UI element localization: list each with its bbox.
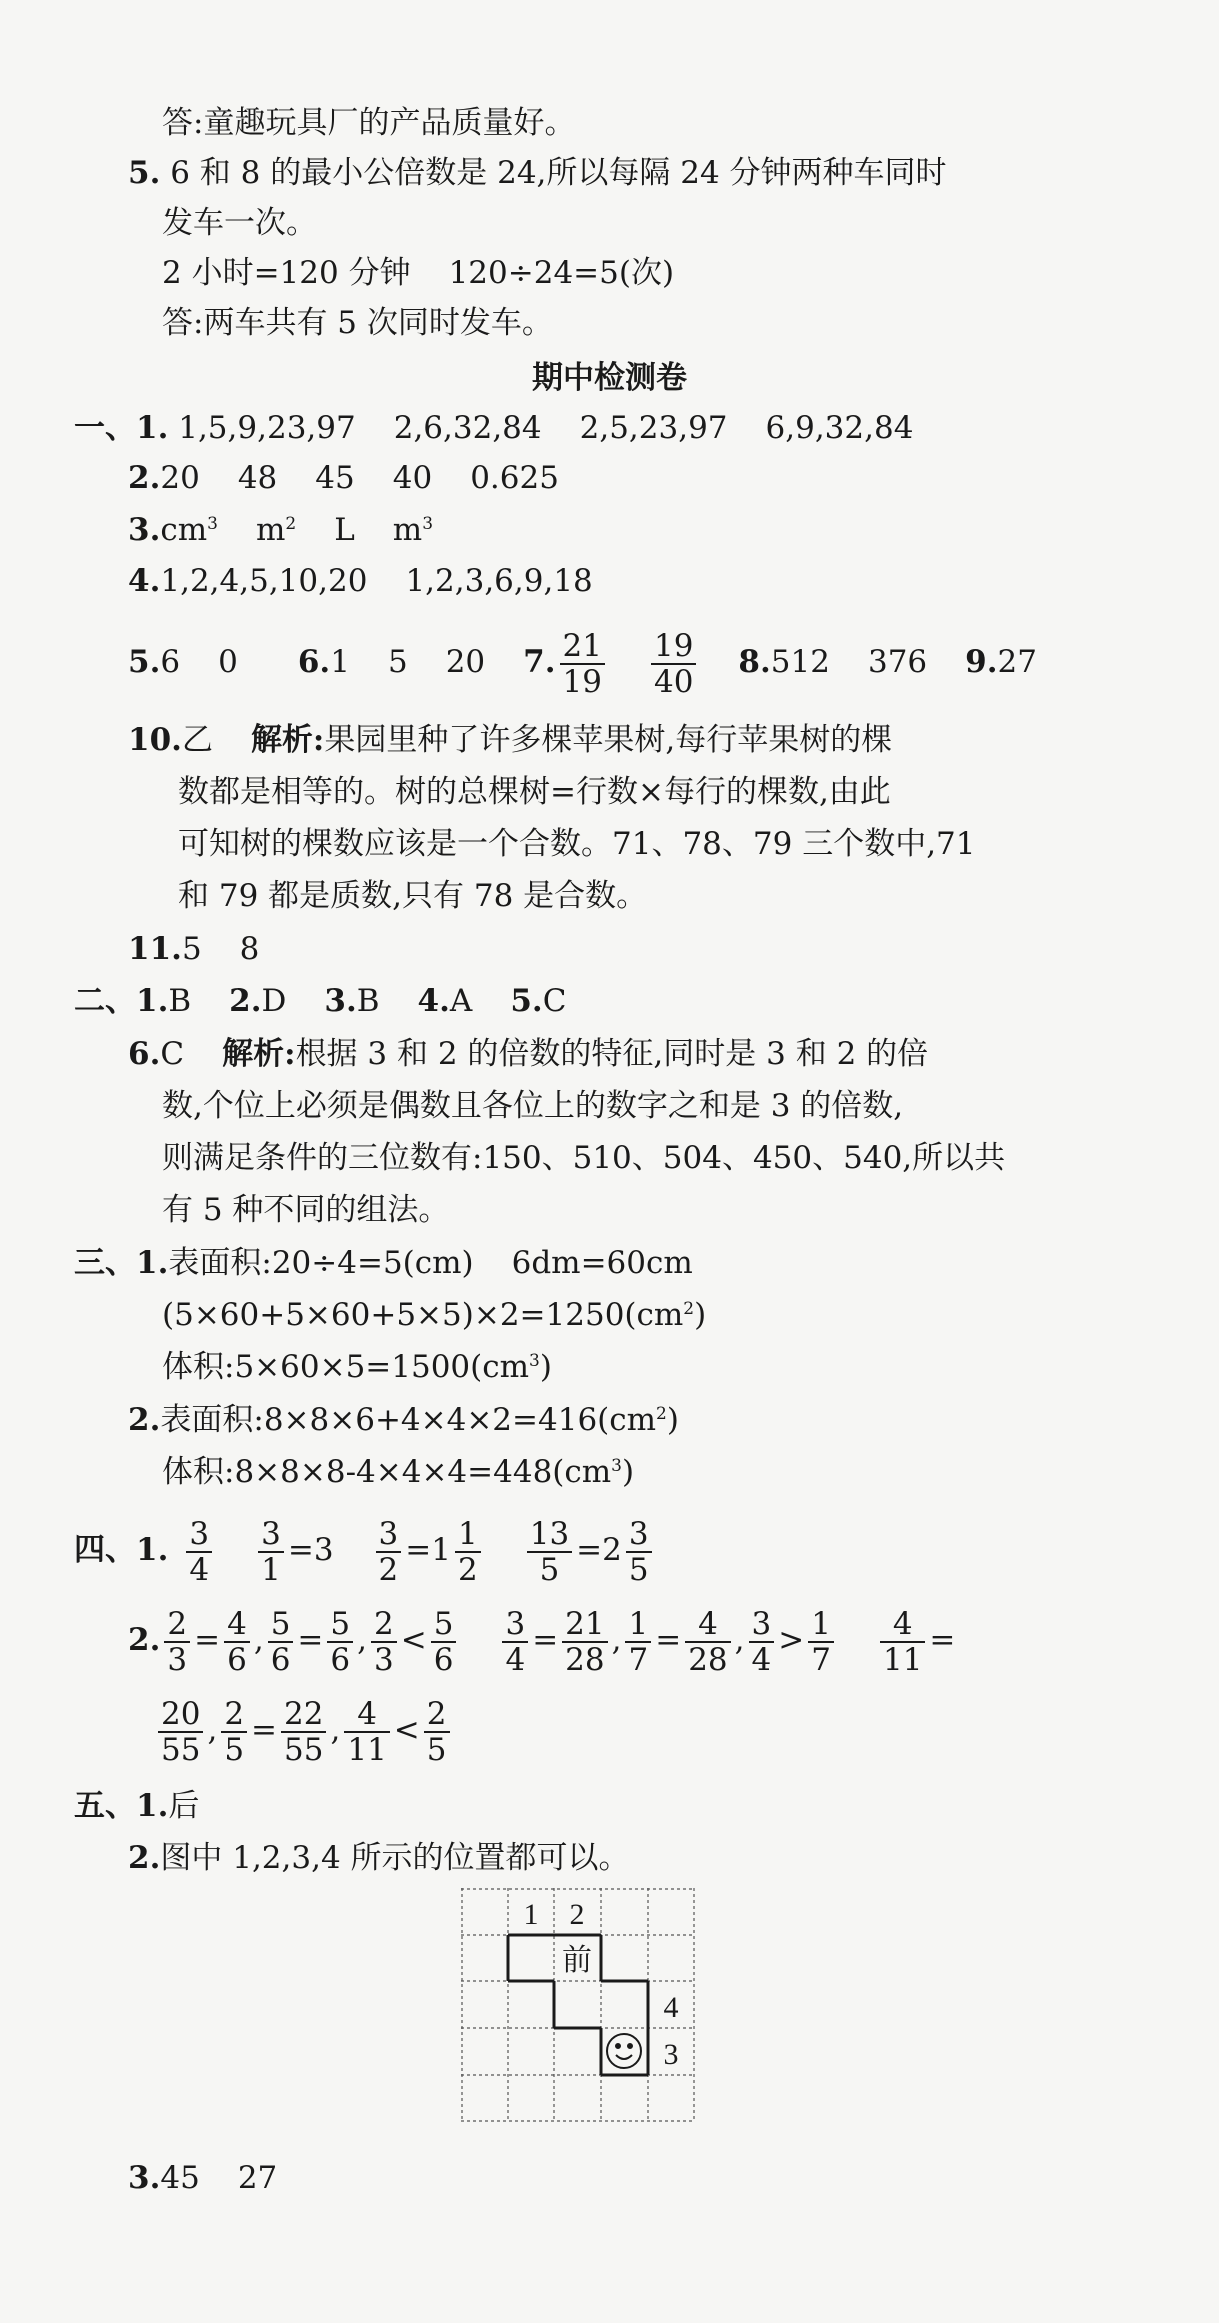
answer: 40: [392, 460, 433, 496]
fraction: $\frac{4}{28}$: [685, 1607, 730, 1677]
question-number: 3.: [324, 983, 357, 1019]
unit: m: [255, 512, 286, 548]
s1-q10: [128, 720, 892, 760]
unit-exponent: 2: [285, 514, 297, 534]
answer: 45: [315, 460, 355, 496]
s4-q2: 2. $\frac{2}{3}$ = $\frac{4}{6}$ , $\frac{5}{6}$ = $\frac{5}{6}$ , $\frac{2}{3}$ < $\frac{5}{6}$ $\frac{3}{4}$ = $\frac{21}{28}$ , $\frac{1}{7}$ = $\frac{4}{28}$ , $\frac{3}{4}$ > $\frac{1}{7}$ $\frac{4}{11}$ =: [128, 1605, 956, 1678]
question-number: 2.: [128, 1840, 161, 1876]
question-number: 1.: [136, 1788, 169, 1824]
answer: 0: [218, 644, 238, 680]
analysis-text: 则满足条件的三位数有:150、510、504、450、540,所以共: [162, 1140, 1006, 1176]
answer: B: [356, 983, 380, 1019]
calculation-line: 体积$:5\times 60\times 5=1500(cm^3)$: [162, 1349, 552, 1385]
fraction: $\frac{3}{4}$: [502, 1607, 528, 1677]
s5-q1: [74, 1786, 199, 1826]
question-text: 发车一次。: [162, 205, 317, 241]
question-number: 1.: [136, 1245, 169, 1281]
fraction: $\frac{2}{5}$: [424, 1697, 450, 1767]
analysis-text: 根据 3 和 2 的倍数的特征,同时是 3 和 2 的倍: [295, 1036, 929, 1072]
s4-q1: 四、1. $\frac{3}{4}$ $\frac{3}{1}$ =3 $\frac{3}{2}$ =1 $\frac{1}{2}$ $\frac{13}{5}$ =2 $\frac{3}{5}$: [74, 1510, 656, 1590]
section-label: 三、: [74, 1245, 136, 1281]
question-number: 2.: [229, 983, 262, 1019]
section-label: 一、: [74, 410, 136, 446]
answer: 20: [445, 644, 486, 680]
answer-line: 答:两车共有 5 次同时发车。: [162, 305, 553, 341]
analysis-text: 数都是相等的。树的总棵树=行数×每行的棵数,由此: [178, 774, 891, 810]
fraction: $\frac{4}{11}$: [880, 1607, 925, 1677]
answer: 2,6,32,84: [393, 410, 542, 446]
calc-part: 120÷24=5(次): [448, 255, 675, 291]
fraction: $\frac{4}{6}$: [224, 1607, 250, 1677]
fraction: $\frac{5}{6}$: [431, 1607, 457, 1677]
question-number: 4.: [417, 983, 450, 1019]
question-number: 2.: [128, 1622, 161, 1658]
answer: 6,9,32,84: [765, 410, 914, 446]
fraction: $\frac{3}{4}$: [186, 1517, 212, 1587]
question-number: 8.: [738, 644, 771, 680]
fraction: $\frac{3}{5}$: [626, 1517, 652, 1587]
question-number: 1.: [136, 1532, 169, 1568]
grid-label-front: 前: [562, 1944, 592, 1977]
calc-part: 2 小时=120 分钟: [162, 255, 411, 291]
analysis-text: 可知树的棵数应该是一个合数。71、78、79 三个数中,71: [178, 826, 976, 862]
s1-q3: [128, 510, 433, 550]
question-number: 4.: [128, 563, 161, 599]
answer: B: [168, 983, 192, 1019]
answer: 1,2,4,5,10,20: [160, 563, 368, 599]
question-number: 11.: [128, 931, 182, 967]
fraction: $\frac{3}{4}$: [749, 1607, 775, 1677]
grid-label-1: 1: [523, 1898, 539, 1931]
answer: 1,2,3,6,9,18: [405, 563, 593, 599]
question-number: 3.: [128, 512, 161, 548]
grid-label-4: 4: [663, 1991, 679, 2024]
fraction: $\frac{1}{7}$: [808, 1607, 834, 1677]
fraction: $\frac{3}{1}$: [258, 1517, 284, 1587]
position-grid-figure: [461, 1888, 695, 2122]
answer: 0.625: [470, 460, 559, 496]
s1-q2: [128, 458, 559, 498]
s1-q11: [128, 929, 259, 969]
grid-label-3: 3: [663, 2038, 679, 2071]
s1-q5-q9: [128, 622, 1037, 702]
fraction: $\frac{1}{7}$: [625, 1607, 651, 1677]
answer: A: [449, 983, 473, 1019]
question-number: 7.: [523, 644, 556, 680]
answer: 27: [237, 2160, 278, 2196]
section-label: 五、: [74, 1788, 136, 1824]
fraction: $\frac{19}{40}$: [651, 629, 696, 699]
unit-exponent: 3: [529, 1351, 540, 1371]
unit: cm: [160, 512, 208, 548]
question-number: 2.: [128, 1402, 161, 1438]
s1-q1: [74, 408, 913, 448]
s3-q1: [74, 1243, 693, 1283]
question-text: 6 和 8 的最小公倍数是 24,所以每隔 24 分钟两种车同时: [170, 155, 947, 191]
calc-part: 表面积:20÷4=5(cm): [168, 1245, 474, 1281]
answer: 6: [160, 644, 181, 680]
question-number: 1.: [136, 410, 169, 446]
question-number: 5.: [128, 644, 161, 680]
fraction: $\frac{1}{2}$: [455, 1517, 481, 1587]
unit-exponent: 3: [611, 1456, 622, 1476]
s2-q1-q5: [74, 981, 566, 1021]
fraction: $\frac{2}{5}$: [221, 1697, 247, 1767]
answer: 乙: [181, 722, 213, 758]
question-number: 6.: [297, 644, 331, 680]
answer: 20: [160, 460, 200, 496]
section-heading: 期中检测卷: [532, 360, 687, 396]
section-label: 二、: [74, 983, 136, 1019]
fraction: $\frac{22}{55}$: [281, 1697, 326, 1767]
question-number: 5.: [128, 155, 161, 191]
answer: 5: [387, 644, 408, 680]
question-number: 5.: [510, 983, 543, 1019]
answer: 后: [168, 1788, 200, 1824]
unit-exponent: 2: [683, 1299, 695, 1319]
fraction: $\frac{5}{6}$: [327, 1607, 353, 1677]
answer: 5: [181, 931, 202, 967]
question-number: 6.: [128, 1036, 161, 1072]
answer-line: 答:童趣玩具厂的产品质量好。: [162, 105, 576, 141]
analysis-text: 有 5 种不同的组法。: [162, 1192, 450, 1228]
question-number: 9.: [965, 644, 998, 680]
answer: 8: [239, 931, 260, 967]
s1-q4: [128, 561, 593, 601]
answer: 1,5,9,23,97: [178, 410, 356, 446]
question-number: 3.: [128, 2160, 161, 2196]
section-label: 四、: [74, 1532, 136, 1568]
analysis-text: 数,个位上必须是偶数且各位上的数字之和是 3 的倍数,: [162, 1088, 904, 1124]
unit-exponent: 2: [656, 1404, 667, 1424]
calculation-line: [162, 253, 674, 293]
answer: 1: [330, 644, 350, 680]
answer: D: [261, 983, 287, 1019]
unit: L: [334, 512, 355, 548]
analysis-text: 和 79 都是质数,只有 78 是合数。: [178, 878, 648, 914]
analysis-text: 果园里种了许多棵苹果树,每行苹果树的棵: [324, 722, 893, 758]
fraction: $\frac{13}{5}$: [527, 1517, 572, 1587]
calculation-line: $(5\times 60+5\times 60+5\times 5)\times 2=1250(cm^2)$: [162, 1297, 707, 1333]
calculation-line: 体积$:8\times 8\times 8-4\times 4\times 4=448(cm^3)$: [162, 1454, 635, 1490]
question-number: 10.: [128, 722, 182, 758]
unit-exponent: 3: [422, 514, 434, 534]
answer: 512: [770, 644, 830, 680]
question-number: 1.: [136, 983, 169, 1019]
answer: 图中 1,2,3,4 所示的位置都可以。: [160, 1840, 630, 1876]
fraction: $\frac{5}{6}$: [268, 1607, 294, 1677]
s5-q3: [128, 2158, 277, 2198]
unit: m: [392, 512, 423, 548]
answer: 376: [867, 644, 928, 680]
smiley-icon: [607, 2034, 641, 2068]
fraction: $\frac{20}{55}$: [158, 1697, 203, 1767]
analysis-label: 解析:: [222, 1036, 296, 1072]
answer: 27: [997, 644, 1037, 680]
grid-label-2: 2: [569, 1898, 585, 1931]
fraction: $\frac{3}{2}$: [376, 1517, 402, 1587]
s3-q2: 2.表面积$:8\times 8\times 6+4\times 4\times 2=416(cm^2)$: [128, 1402, 679, 1438]
question-number: 2.: [128, 460, 161, 496]
s4-q2-continued: $\frac{20}{55}$ , $\frac{2}{5}$ = $\frac{22}{55}$ , $\frac{4}{11}$ < $\frac{2}{5}$: [154, 1690, 454, 1770]
fraction: $\frac{21}{28}$: [562, 1607, 607, 1677]
s2-q6: [128, 1034, 928, 1074]
answer: 2,5,23,97: [579, 410, 728, 446]
question-5: [128, 153, 947, 193]
fraction: $\frac{4}{11}$: [344, 1697, 389, 1767]
fraction: $\frac{2}{3}$: [371, 1607, 397, 1677]
s5-q2: [128, 1838, 630, 1878]
unit-exponent: 3: [207, 514, 218, 534]
fraction: $\frac{2}{3}$: [164, 1607, 190, 1677]
calc-part: 6dm=60cm: [511, 1245, 693, 1281]
analysis-label: 解析:: [250, 722, 325, 758]
fraction: $\frac{21}{19}$: [560, 629, 605, 699]
answer: C: [160, 1036, 185, 1072]
answer: C: [542, 983, 567, 1019]
answer: 45: [160, 2160, 200, 2196]
answer: 48: [237, 460, 278, 496]
